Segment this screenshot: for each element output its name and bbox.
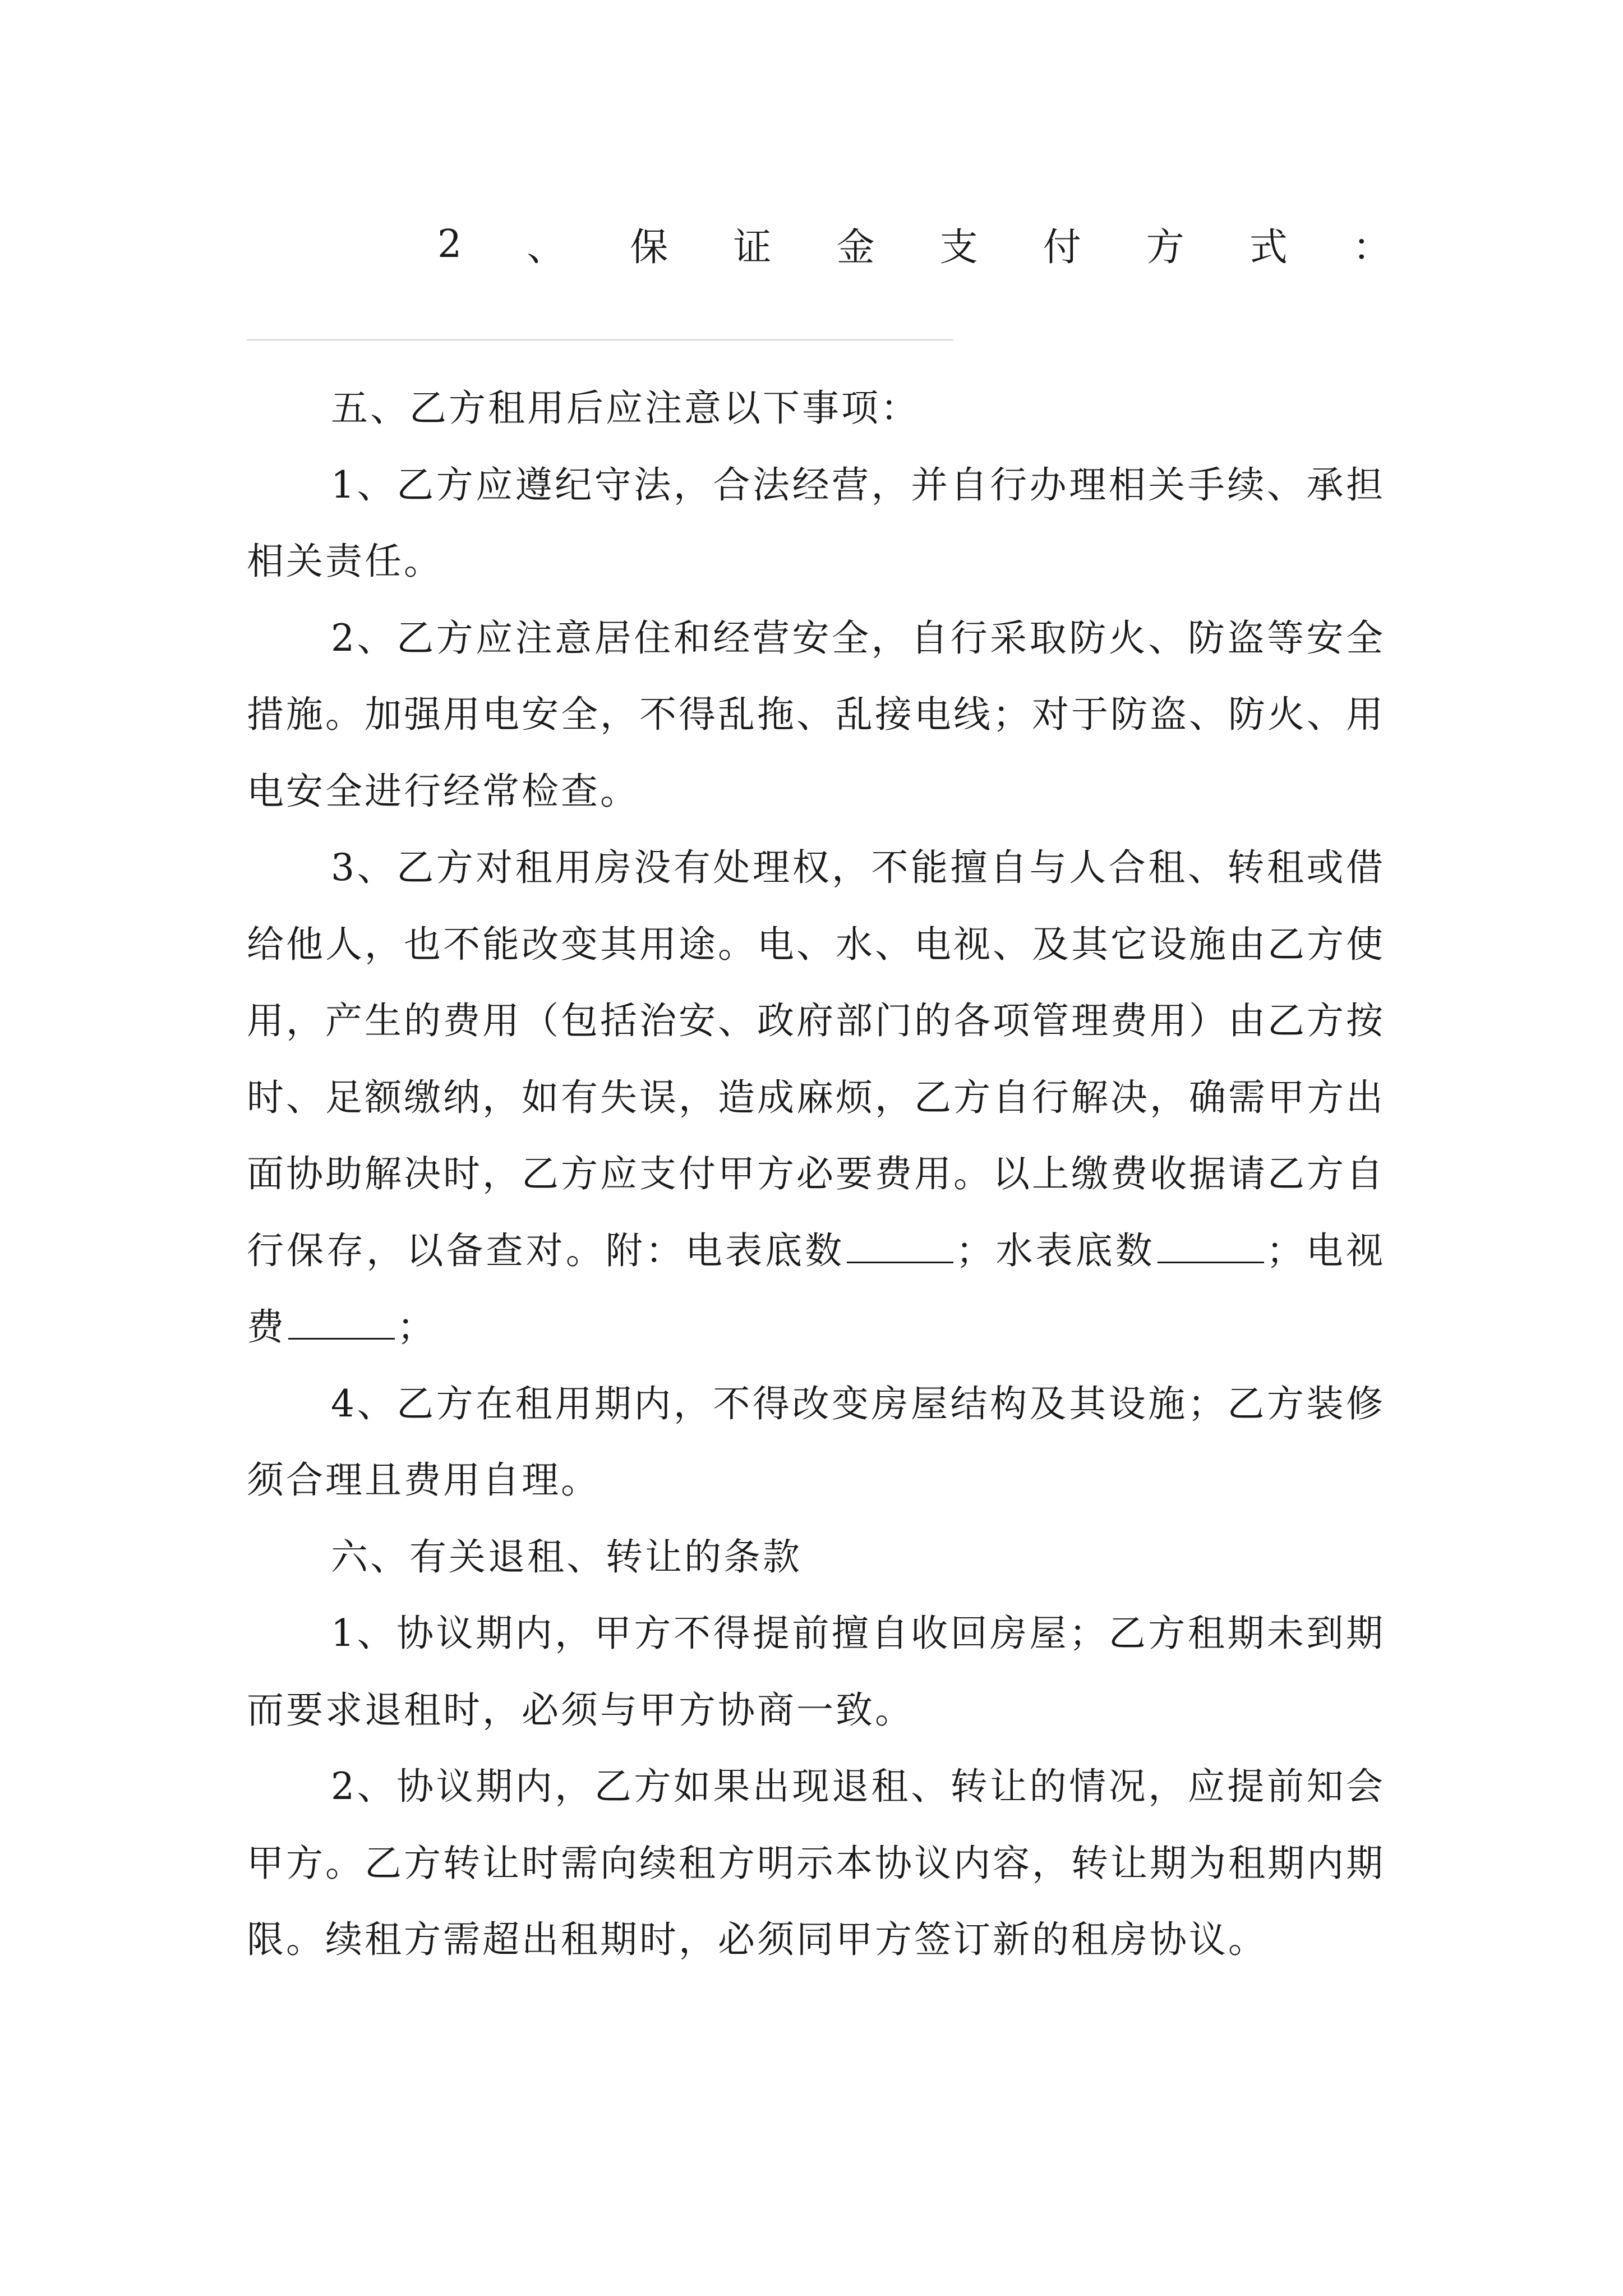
heading-char: 式: [1249, 225, 1288, 270]
electric-meter-blank: [847, 1234, 953, 1263]
document-body: [247, 370, 1385, 1978]
heading-char: 证: [733, 225, 772, 270]
heading-char: 支: [939, 225, 978, 270]
section-5-item-3: [247, 830, 1385, 1366]
water-meter-label: ；水表底数: [956, 1228, 1155, 1272]
heading-char: 、: [527, 225, 565, 270]
section-5-item-1: 1、乙方应遵纪守法，合法经营，并自行办理相关手续、承担相关责任。: [247, 463, 1385, 583]
electric-meter-label: 电表底数: [685, 1228, 845, 1272]
section-5-item-2: 2、乙方应注意居住和经营安全，自行采取防火、防盗等安全措施。加强用电安全，不得乱拖、乱接电线；对于防盗、防火、用电安全进行经常检查。: [247, 616, 1385, 813]
section-5-item-4: 4、乙方在租用期内，不得改变房屋结构及其设施；乙方装修须合理且费用自理。: [247, 1382, 1385, 1502]
water-meter-blank: [1158, 1234, 1264, 1263]
deposit-payment-heading: [437, 216, 1391, 272]
heading-char: ：: [1352, 225, 1391, 270]
item-3-text: 3、乙方对租用房没有处理权，不能擅自与人合租、转租或借给他人，也不能改变其用途。电、水、电视、及其它设施由乙方使用，产生的费用（包括治安、政府部门的各项管理费用）由乙方按时、足额缴纳，如有失误，造成麻烦，乙方自行解决，确需甲方出面协助解决时，乙方应支付甲方必要费用。以上缴费收据请乙方自行保存，以备查对。附：: [247, 846, 1385, 1272]
tv-fee-blank: [288, 1310, 395, 1340]
heading-char: 2: [437, 222, 462, 266]
section-5-title: 五、乙方租用后应注意以下事项：: [331, 386, 920, 430]
heading-char: 保: [630, 225, 668, 270]
section-6-item-1: 1、协议期内，甲方不得提前擅自收回房屋；乙方租期未到期而要求退租时，必须与甲方协商一致。: [247, 1612, 1385, 1732]
heading-char: 方: [1146, 225, 1184, 270]
heading-char: 付: [1043, 225, 1081, 270]
tv-fee-label: ；电视费: [247, 1228, 1386, 1349]
heading-char: 金: [836, 225, 875, 270]
fill-in-line: [247, 339, 953, 341]
section-6-title: 六、有关退租、转让的条款: [331, 1535, 802, 1579]
item-3-end: ；: [397, 1305, 436, 1349]
section-6-item-2: 2、协议期内，乙方如果出现退租、转让的情况，应提前知会甲方。乙方转让时需向续租方明示本协议内容，转让期为租期内期限。续租方需超出租期时，必须同甲方签订新的租房协议。: [247, 1765, 1385, 1961]
